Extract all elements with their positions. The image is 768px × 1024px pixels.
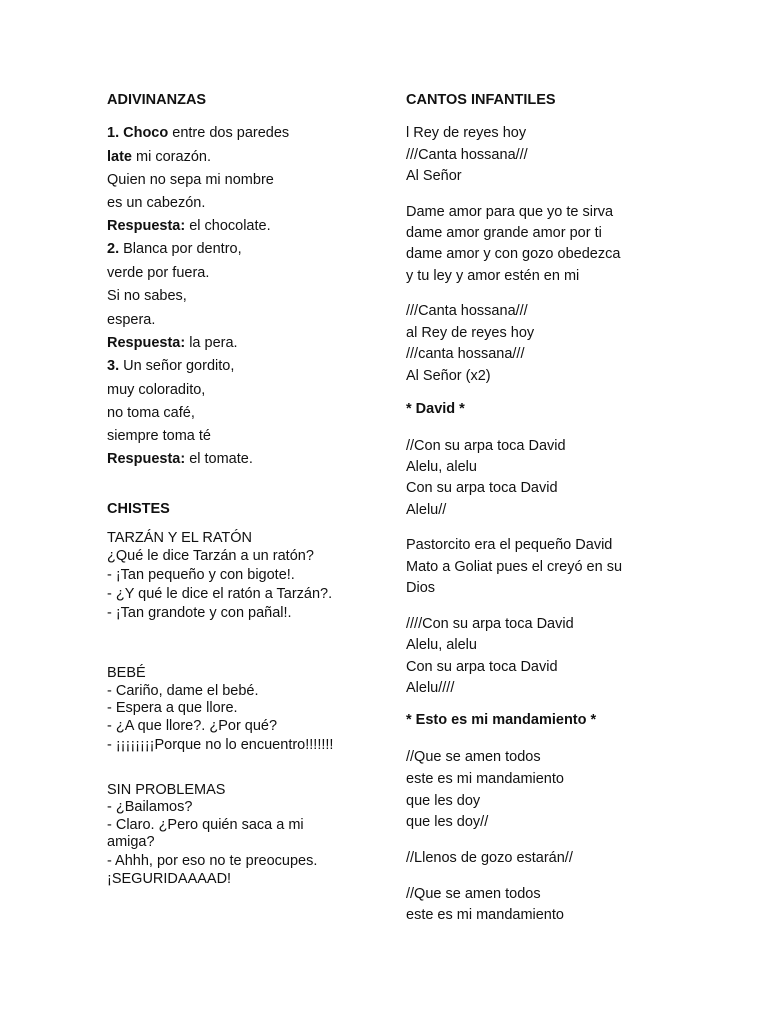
joke-1-line: - ¡Tan pequeño y con bigote!. xyxy=(107,567,295,583)
answer-label: Respuesta: xyxy=(107,451,186,467)
riddle-2-line-4: espera. xyxy=(107,312,156,328)
song-line: dame amor y con gozo obedezca xyxy=(406,246,621,262)
riddle-keyword: Choco xyxy=(123,125,169,141)
answer-label: Respuesta: xyxy=(107,335,186,351)
song-line: //Llenos de gozo estarán// xyxy=(406,850,573,866)
riddle-text: entre dos paredes xyxy=(168,125,290,141)
riddle-keyword: late xyxy=(107,149,132,165)
answer-text: el tomate. xyxy=(185,451,253,467)
joke-2-title: BEBÉ xyxy=(107,665,146,681)
song-line: l Rey de reyes hoy xyxy=(406,125,527,141)
song-line: Alelu//// xyxy=(406,680,455,696)
song-line: este es mi mandamiento xyxy=(406,907,564,923)
adivinanzas-heading: ADIVINANZAS xyxy=(107,92,207,108)
song-line: al Rey de reyes hoy xyxy=(406,325,535,341)
song-line: Alelu, alelu xyxy=(406,637,477,653)
joke-2-line: - Cariño, dame el bebé. xyxy=(107,683,259,699)
riddle-1-line-4: es un cabezón. xyxy=(107,195,206,211)
joke-2-line: - ¿A que llore?. ¿Por qué? xyxy=(107,718,278,734)
song-line: este es mi mandamiento xyxy=(406,771,564,787)
song-line: Dame amor para que yo te sirva xyxy=(406,204,614,220)
song-line: Al Señor xyxy=(406,168,462,184)
riddle-3-line-2: muy coloradito, xyxy=(107,382,206,398)
riddle-1-answer xyxy=(107,217,271,235)
song-line: Dios xyxy=(406,580,436,596)
joke-3-line: amiga? xyxy=(107,834,155,850)
riddle-number: 3. xyxy=(107,358,120,374)
song-line: y tu ley y amor estén en mi xyxy=(406,268,580,284)
joke-1-title: TARZÁN Y EL RATÓN xyxy=(107,530,253,546)
riddle-2-line-1 xyxy=(107,240,242,258)
riddle-1-line-1 xyxy=(107,124,289,142)
riddle-3-line-3: no toma café, xyxy=(107,405,195,421)
joke-2-line: - Espera a que llore. xyxy=(107,700,238,716)
riddle-3-answer xyxy=(107,450,253,468)
song-line: //Con su arpa toca David xyxy=(406,438,566,454)
riddle-2-answer xyxy=(107,334,238,352)
song-line: ///Canta hossana/// xyxy=(406,147,528,163)
answer-text: el chocolate. xyxy=(185,218,271,234)
song-line: Pastorcito era el pequeño David xyxy=(406,537,613,553)
song-line: Con su arpa toca David xyxy=(406,480,558,496)
song-line: ///Canta hossana/// xyxy=(406,303,528,319)
song-title-david: * David * xyxy=(406,401,465,417)
song-line: Mato a Goliat pues el creyó en su xyxy=(406,559,623,575)
song-line: que les doy xyxy=(406,793,481,809)
riddle-3-line-1 xyxy=(107,357,234,375)
song-line: Alelu, alelu xyxy=(406,459,477,475)
answer-text: la pera. xyxy=(185,335,238,351)
joke-3-line: - Claro. ¿Pero quién saca a mi xyxy=(107,817,304,833)
joke-3-line: - ¿Bailamos? xyxy=(107,799,193,815)
song-line: Alelu// xyxy=(406,502,447,518)
riddle-number: 2. xyxy=(107,241,120,257)
song-line: ///canta hossana/// xyxy=(406,346,525,362)
riddle-text: mi corazón. xyxy=(132,149,211,165)
song-line: dame amor grande amor por ti xyxy=(406,225,602,241)
joke-2-line: - ¡¡¡¡¡¡¡¡Porque no lo encuentro!!!!!!! xyxy=(107,737,334,753)
answer-label: Respuesta: xyxy=(107,218,186,234)
chistes-heading: CHISTES xyxy=(107,501,170,517)
song-line: Con su arpa toca David xyxy=(406,659,558,675)
joke-1-line: ¿Qué le dice Tarzán a un ratón? xyxy=(107,548,314,564)
joke-3-line: ¡SEGURIDAAAAD! xyxy=(107,871,232,887)
joke-3-title: SIN PROBLEMAS xyxy=(107,782,226,798)
riddle-text: Blanca por dentro, xyxy=(119,241,242,257)
riddle-text: Un señor gordito, xyxy=(119,358,235,374)
riddle-3-line-4: siempre toma té xyxy=(107,428,211,444)
song-line: //Que se amen todos xyxy=(406,886,541,902)
riddle-2-line-3: Si no sabes, xyxy=(107,288,187,304)
joke-3-line: - Ahhh, por eso no te preocupes. xyxy=(107,853,318,869)
riddle-number: 1. xyxy=(107,125,120,141)
riddle-2-line-2: verde por fuera. xyxy=(107,265,210,281)
song-line: //Que se amen todos xyxy=(406,749,541,765)
cantos-heading: CANTOS INFANTILES xyxy=(406,92,556,108)
song-line: ////Con su arpa toca David xyxy=(406,616,574,632)
song-line: Al Señor (x2) xyxy=(406,368,491,384)
joke-1-line: - ¿Y qué le dice el ratón a Tarzán?. xyxy=(107,586,333,602)
song-line: que les doy// xyxy=(406,814,489,830)
song-title-mandamiento: * Esto es mi mandamiento * xyxy=(406,712,597,728)
riddle-1-line-2 xyxy=(107,148,211,166)
joke-1-line: - ¡Tan grandote y con pañal!. xyxy=(107,605,292,621)
riddle-1-line-3: Quien no sepa mi nombre xyxy=(107,172,274,188)
